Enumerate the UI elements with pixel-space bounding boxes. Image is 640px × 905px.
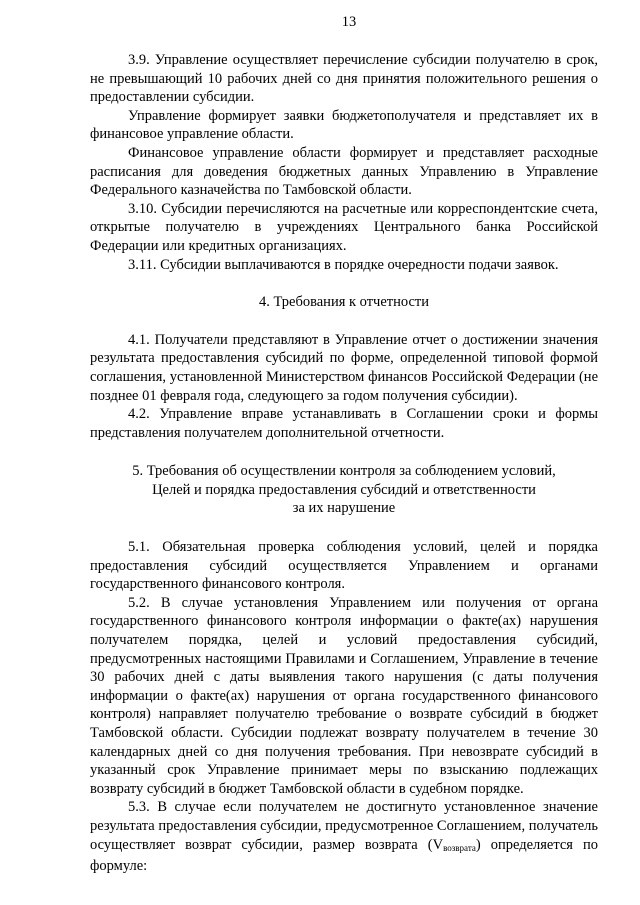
section-5-heading-line-3: за их нарушение	[292, 500, 396, 517]
paragraph-expense-schedules: Финансовое управление области формирует и представляет расходные расписания для доведения бюджетных данных Управлению в Управление Федерального казначейства по Тамбовской области.	[90, 144, 598, 199]
paragraph-3-11: 3.11. Субсидии выплачиваются в порядке очередности подачи заявок.	[128, 256, 559, 273]
section-5-heading-line-2: Целей и порядка предоставления субсидий и ответственности	[152, 481, 536, 498]
paragraph-3-10: 3.10. Субсидии перечисляются на расчетные или корреспондентские счета, открытые получателю в учреждениях Центрального банка Российской Федерации или кредитных организациях.	[90, 200, 598, 254]
paragraph-3-9: 3.9. Управление осуществляет перечисление субсидии получателю в срок, не превышающий 10 рабочих дней со дня принятия положительного решения о предоставлении субсидии.	[90, 52, 598, 106]
paragraph-5-3-end: ) определяется по формуле:	[90, 836, 598, 875]
paragraph-5-3	[90, 798, 598, 875]
paragraph-budget-requests: Управление формирует заявки бюджетополучателя и представляет их в финансовое управление области.	[90, 107, 598, 143]
section-5-heading	[90, 462, 598, 518]
section-5-heading-line-1: 5. Требования об осуществлении контроля за соблюдением условий,	[132, 463, 556, 480]
paragraph-5-3-text: 5.3. В случае если получателем не достигнуто установленное значение результата предоставления субсидии, предусмотренное Соглашением, получатель осуществляет возврат субсидии, размер возврата (V	[90, 799, 598, 853]
paragraph-4-2: 4.2. Управление вправе устанавливать в Соглашении сроки и формы представления получателем дополнительной отчетности.	[90, 406, 598, 441]
section-4-heading: 4. Требования к отчетности	[258, 294, 430, 311]
paragraph-5-2: 5.2. В случае установления Управлением или получения от органа государственного финансового контроля информации о факте(ах) нарушения получателем порядка, целей и условий предоставления субсидий, предусмотренных настоящими Правилами и Соглашением, Управление в течение 30 рабочих дней с даты выявления такого нарушения (с даты получения информации о факте(ах) нарушения от органа государственного финансового контроля) направляет получателю требование о возврате субсидий в бюджет Тамбовской области. Субсидии подлежат возврату получателем в течение 30 календарных дней со дня получения требования. При невозврате субсидий в указанный срок Управление принимает меры по взысканию подлежащих возврату субсидий в бюджет Тамбовской области в судебном порядке.	[90, 594, 598, 797]
paragraph-5-1: 5.1. Обязательная проверка соблюдения условий, целей и порядка предоставления субсидий осуществляется Управлением и органами государственного финансового контроля.	[90, 539, 598, 593]
v-return-subscript: возврата	[443, 842, 476, 853]
page-number: 13	[341, 14, 357, 30]
paragraph-4-1: 4.1. Получатели представляют в Управление отчет о достижении значения результата предоставления субсидий по форме, определенной типовой формой соглашения, установленной Министерством финансов Российской Федерации (не позднее 01 февраля года, следующего за годом получения субсидии).	[90, 331, 598, 404]
